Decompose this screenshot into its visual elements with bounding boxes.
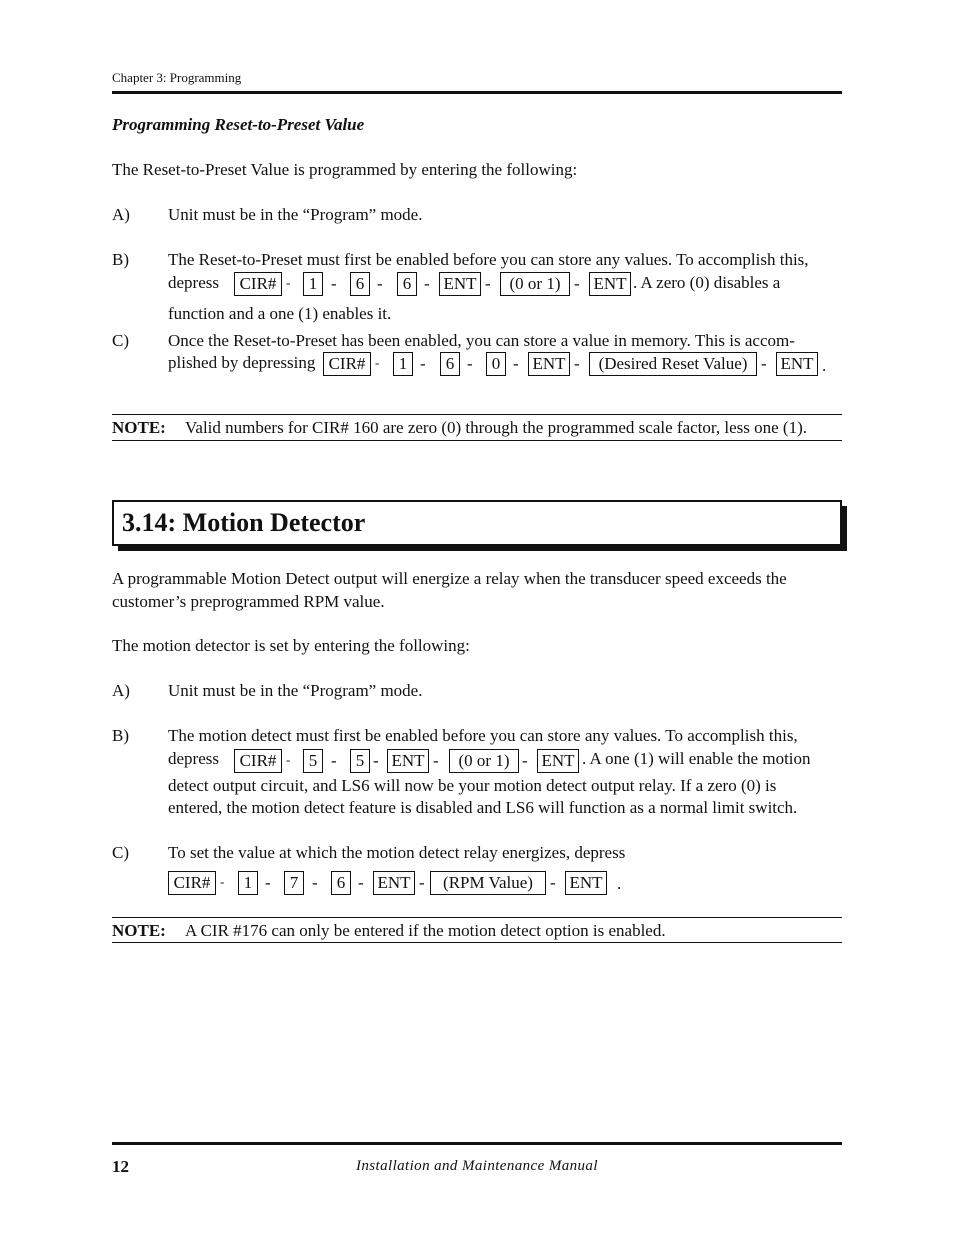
chapter-header: Chapter 3: Programming (112, 70, 242, 85)
motion-a-letter: A) (112, 681, 130, 700)
key-ent: ENT (589, 272, 631, 296)
separator-dash: - (574, 274, 580, 293)
motion-b-line4: entered, the motion detect feature is disabled and LS6 will function as a normal limit switch. (168, 798, 798, 817)
motion-c-letter: C) (112, 843, 129, 862)
reset-b-line3: function and a one (1) enables it. (168, 304, 392, 323)
motion-intro-line2: customer’s preprogrammed RPM value. (112, 592, 385, 611)
key-ent: ENT (565, 871, 607, 895)
section-heading: 3.14: Motion Detector (122, 508, 366, 537)
reset-c-lead: plished by depressing (168, 353, 316, 372)
reset-c-letter: C) (112, 331, 129, 350)
separator-dash: - (424, 274, 430, 293)
reset-b-depress: depress (168, 273, 219, 292)
separator-dash: - (312, 873, 318, 892)
key-cir: CIR# (234, 272, 282, 296)
key-digit: 0 (486, 352, 506, 376)
separator-dash: - (377, 274, 383, 293)
separator-dash: - (761, 354, 767, 373)
note-rule-top (112, 414, 842, 415)
motion-b-line1: The motion detect must first be enabled before you can store any values. To accomplish this, (168, 726, 798, 745)
separator-dash: - (419, 873, 425, 892)
key-ent: ENT (439, 272, 481, 296)
key-digit: 6 (440, 352, 460, 376)
separator-dash: - (286, 752, 291, 767)
reset-c-tail: . (822, 356, 827, 375)
separator-dash: - (574, 354, 580, 373)
reset-b-tail: . A zero (0) disables a (633, 273, 781, 292)
separator-dash: - (522, 751, 528, 770)
separator-dash: - (373, 751, 379, 770)
separator-dash: - (485, 274, 491, 293)
reset-c-line1: Once the Reset-to-Preset has been enabled, you can store a value in memory. This is accom- (168, 331, 795, 350)
reset-b-line1: The Reset-to-Preset must first be enabled before you can store any values. To accomplish this, (168, 250, 809, 269)
separator-dash: - (375, 355, 380, 370)
motion-b-line3: detect output circuit, and LS6 will now be your motion detect output relay. If a zero (0) is (168, 776, 777, 795)
key-digit: 5 (350, 749, 370, 773)
separator-dash: - (286, 275, 291, 290)
reset-b-letter: B) (112, 250, 129, 269)
separator-dash: - (513, 354, 519, 373)
motion-intro2: The motion detector is set by entering the following: (112, 636, 470, 655)
separator-dash: - (420, 354, 426, 373)
section-subtitle: Programming Reset-to-Preset Value (112, 115, 365, 134)
note-text: A CIR #176 can only be entered if the motion detect option is enabled. (185, 921, 666, 940)
key-digit: 1 (393, 352, 413, 376)
note-rule-bottom (112, 440, 842, 441)
key-ent: ENT (387, 749, 429, 773)
key-digit: 6 (331, 871, 351, 895)
note-rule-top (112, 917, 842, 918)
separator-dash: - (220, 874, 225, 889)
header-rule (112, 91, 842, 94)
motion-b-depress: depress (168, 749, 219, 768)
separator-dash: - (331, 274, 337, 293)
key-digit: 1 (238, 871, 258, 895)
note-text: Valid numbers for CIR# 160 are zero (0) through the programmed scale factor, less one (1). (185, 418, 807, 437)
key-value: (0 or 1) (500, 272, 570, 296)
key-digit: 1 (303, 272, 323, 296)
key-ent: ENT (537, 749, 579, 773)
key-ent: ENT (776, 352, 818, 376)
key-digit: 6 (397, 272, 417, 296)
reset-a-letter: A) (112, 205, 130, 224)
motion-c-line1: To set the value at which the motion detect relay energizes, depress (168, 843, 626, 862)
motion-b-letter: B) (112, 726, 129, 745)
separator-dash: - (358, 873, 364, 892)
separator-dash: - (331, 751, 337, 770)
reset-intro: The Reset-to-Preset Value is programmed by entering the following: (112, 160, 578, 179)
note-label: NOTE: (112, 921, 166, 940)
motion-c-tail: . (617, 874, 622, 893)
separator-dash: - (433, 751, 439, 770)
reset-a-text: Unit must be in the “Program” mode. (168, 205, 423, 224)
key-digit: 6 (350, 272, 370, 296)
key-cir: CIR# (234, 749, 282, 773)
manual-title: Installation and Maintenance Manual (356, 1158, 598, 1174)
key-digit: 5 (303, 749, 323, 773)
key-value: (RPM Value) (430, 871, 546, 895)
note-rule-bottom (112, 942, 842, 943)
motion-intro-line1: A programmable Motion Detect output will energize a relay when the transducer speed exceeds the (112, 569, 787, 588)
key-digit: 7 (284, 871, 304, 895)
section-heading-box (112, 500, 842, 546)
key-value: (0 or 1) (449, 749, 519, 773)
page-number: 12 (112, 1157, 129, 1176)
separator-dash: - (265, 873, 271, 892)
footer-rule (112, 1142, 842, 1145)
note-label: NOTE: (112, 418, 166, 437)
motion-a-text: Unit must be in the “Program” mode. (168, 681, 423, 700)
separator-dash: - (467, 354, 473, 373)
key-ent: ENT (373, 871, 415, 895)
separator-dash: - (550, 873, 556, 892)
key-cir: CIR# (168, 871, 216, 895)
motion-b-tail: . A one (1) will enable the motion (582, 749, 811, 768)
key-ent: ENT (528, 352, 570, 376)
key-value: (Desired Reset Value) (589, 352, 757, 376)
key-cir: CIR# (323, 352, 371, 376)
